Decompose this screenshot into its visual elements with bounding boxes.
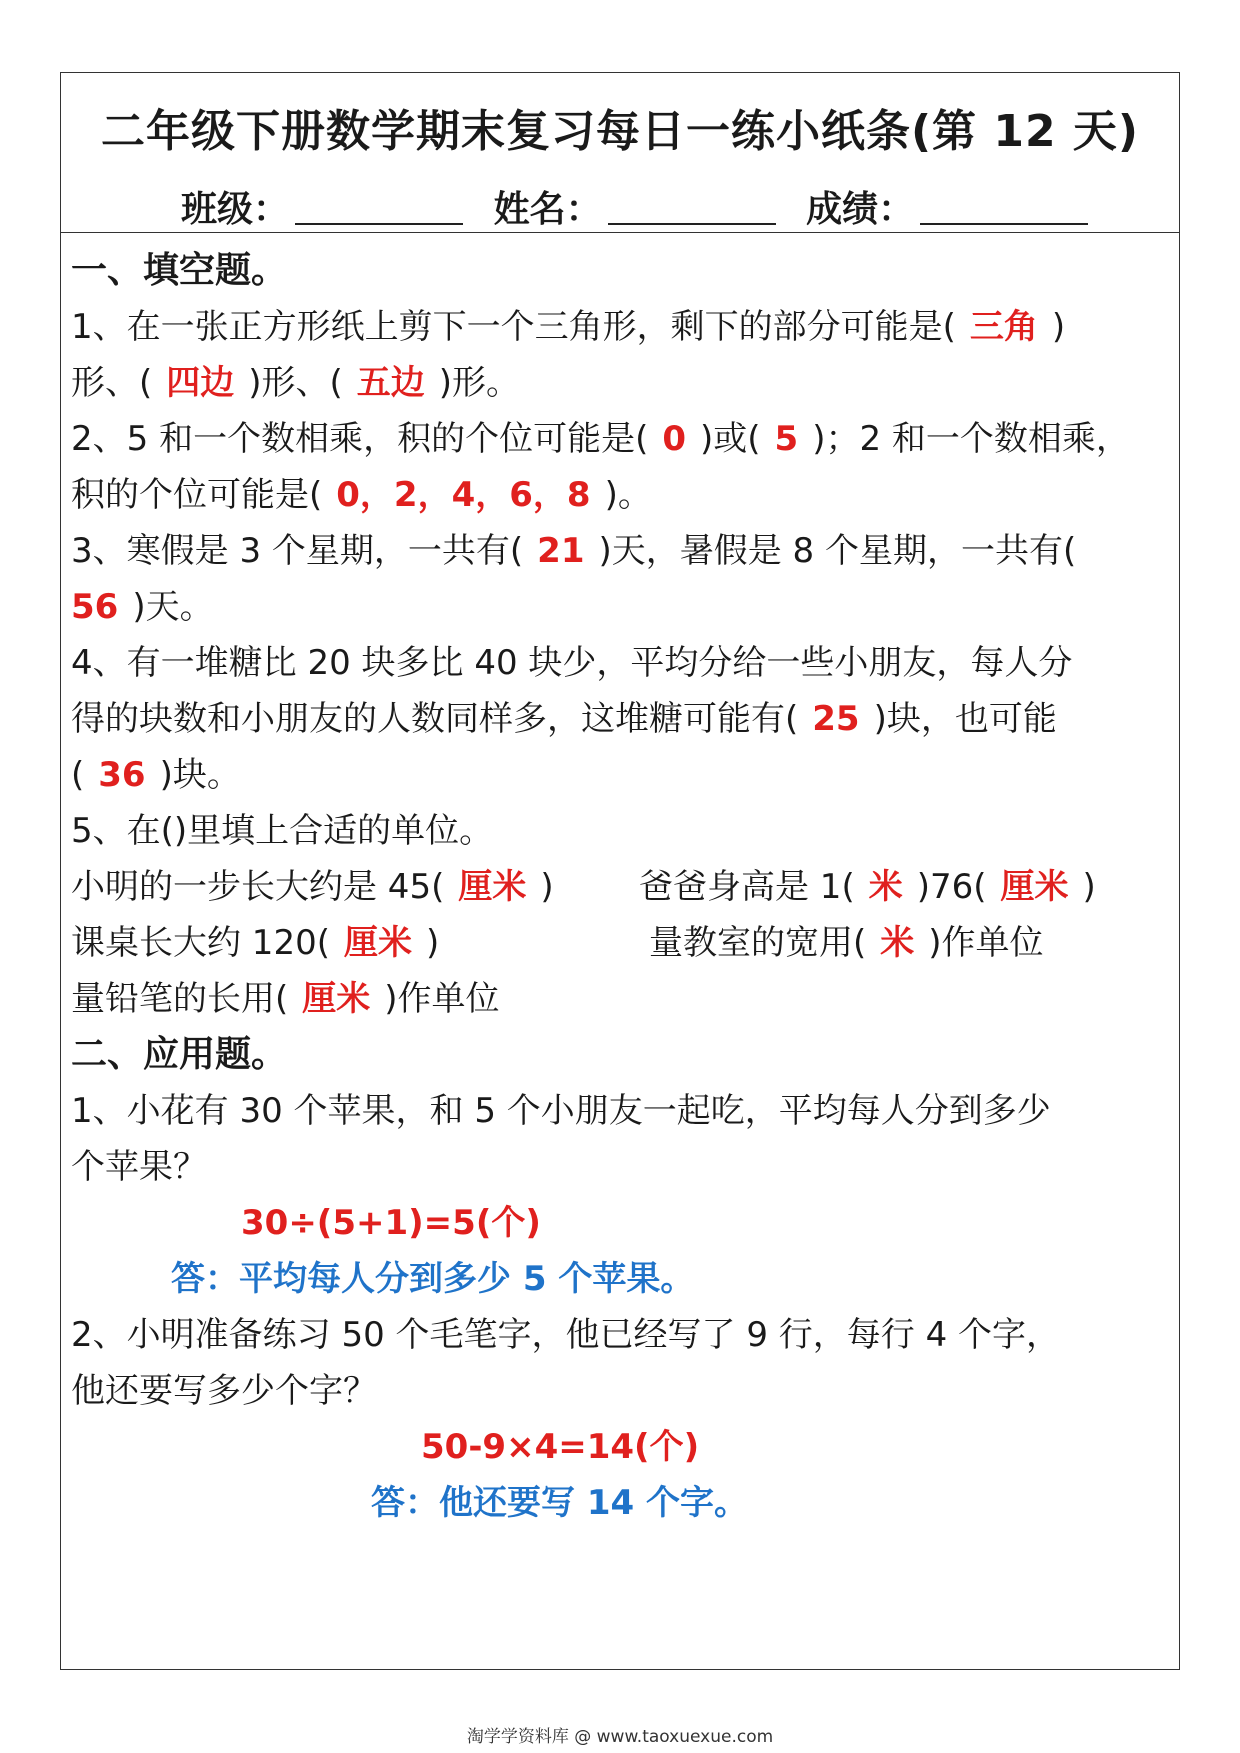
question-4-line-3 <box>71 755 241 795</box>
question-text: 课桌长大约 120( <box>71 923 330 963</box>
problem-1-line-1: 1、小花有 30 个苹果，和 5 个小朋友一起吃，平均每人分到多少 <box>71 1091 1051 1131</box>
problem-1-answer: 答：平均每人分到多少 5 个苹果。 <box>171 1259 695 1299</box>
class-blank[interactable] <box>295 195 463 225</box>
problem-2-answer: 答：他还要写 14 个字。 <box>371 1483 748 1523</box>
question-text: )形、( <box>248 363 343 403</box>
question-3-line-2 <box>71 587 214 627</box>
answer-text: 5 <box>774 419 799 459</box>
problem-2-line-1: 2、小明准备练习 50 个毛笔字，他已经写了 9 行，每行 4 个字， <box>71 1315 1061 1355</box>
answer-text: 厘米 <box>1000 867 1069 907</box>
question-5-line: 5、在()里填上合适的单位。 <box>71 811 494 851</box>
class-field <box>181 181 463 232</box>
unit-item-height <box>639 867 1096 907</box>
class-label: 班级： <box>181 189 290 230</box>
question-text: )76( <box>916 867 987 907</box>
problem-1-calculation: 30÷(5+1)=5(个) <box>241 1203 541 1243</box>
question-text: )天，暑假是 8 个星期，一共有( <box>598 531 1077 571</box>
answer-text: 五边 <box>356 363 425 403</box>
score-field <box>806 181 1088 232</box>
question-text: )天。 <box>132 587 214 627</box>
unit-item-classroom <box>649 923 1044 963</box>
answer-text: 0，2，4，6，8 <box>336 475 591 515</box>
question-1-line-2 <box>71 363 520 403</box>
answer-text: 米 <box>868 867 903 907</box>
question-text: )作单位 <box>384 979 500 1019</box>
question-text: 得的块数和小朋友的人数同样多，这堆糖可能有( <box>71 699 799 739</box>
question-text: 形、( <box>71 363 153 403</box>
question-4-line-2 <box>71 699 1057 739</box>
answer-text: 0 <box>662 419 687 459</box>
score-blank[interactable] <box>920 195 1088 225</box>
problem-1-line-2: 个苹果？ <box>71 1147 207 1187</box>
score-label: 成绩： <box>806 189 915 230</box>
answer-text: 厘米 <box>343 923 412 963</box>
question-text: ) <box>425 923 440 963</box>
question-text: )；2 和一个数相乘， <box>812 419 1130 459</box>
question-3-line-1 <box>71 531 1076 571</box>
worksheet <box>60 72 1180 1670</box>
page-title: 二年级下册数学期末复习每日一练小纸条(第 12 天) <box>100 106 1140 157</box>
worksheet-header <box>61 73 1179 233</box>
answer-text: 56 <box>71 587 119 627</box>
footer-watermark: 淘学学资料库 @ www.taoxuexue.com <box>466 1727 774 1747</box>
answer-text: 米 <box>880 923 915 963</box>
unit-item-desk <box>71 923 439 963</box>
question-text: 量教室的宽用( <box>649 923 867 963</box>
unit-item-step <box>71 867 554 907</box>
question-text: 量铅笔的长用( <box>71 979 289 1019</box>
answer-text: 三角 <box>969 307 1038 347</box>
question-text: 3、寒假是 3 个星期，一共有( <box>71 531 524 571</box>
question-1-line-1 <box>71 307 1065 347</box>
section-heading-word-problems: 二、应用题。 <box>71 1034 288 1075</box>
question-text: )块，也可能 <box>873 699 1057 739</box>
name-blank[interactable] <box>608 195 776 225</box>
question-text: 积的个位可能是( <box>71 475 323 515</box>
question-text: ) <box>540 867 554 907</box>
question-text: )形。 <box>438 363 521 403</box>
question-4-line-1: 4、有一堆糖比 20 块多比 40 块少，平均分给一些小朋友，每人分 <box>71 643 1073 683</box>
unit-item-pencil <box>71 979 500 1019</box>
section-heading-fill-blank: 一、填空题。 <box>71 250 288 291</box>
question-text: ) <box>1051 307 1066 347</box>
answer-text: 四边 <box>166 363 235 403</box>
problem-2-calculation: 50-9×4=14(个) <box>421 1427 700 1467</box>
question-text: )作单位 <box>928 923 1044 963</box>
name-label: 姓名： <box>493 189 602 230</box>
question-2-line-1 <box>71 419 1130 459</box>
question-2-line-2 <box>71 475 652 515</box>
answer-text: 25 <box>812 699 860 739</box>
question-text: 1、在一张正方形纸上剪下一个三角形，剩下的部分可能是( <box>71 307 956 347</box>
question-text: 爸爸身高是 1( <box>639 867 855 907</box>
answer-text: 厘米 <box>458 867 527 907</box>
question-text: ) <box>1082 867 1096 907</box>
problem-2-line-2: 他还要写多少个字？ <box>71 1371 377 1411</box>
question-text: )或( <box>700 419 761 459</box>
question-text: 2、5 和一个数相乘，积的个位可能是( <box>71 419 649 459</box>
answer-text: 厘米 <box>302 979 371 1019</box>
question-text: 小明的一步长大约是 45( <box>71 867 445 907</box>
answer-text: 21 <box>537 531 585 571</box>
student-info-fields <box>181 181 1106 232</box>
question-text: )。 <box>604 475 652 515</box>
answer-text: 36 <box>98 755 146 795</box>
question-text: ( <box>71 755 85 795</box>
name-field <box>494 181 776 232</box>
question-text: )块。 <box>159 755 241 795</box>
